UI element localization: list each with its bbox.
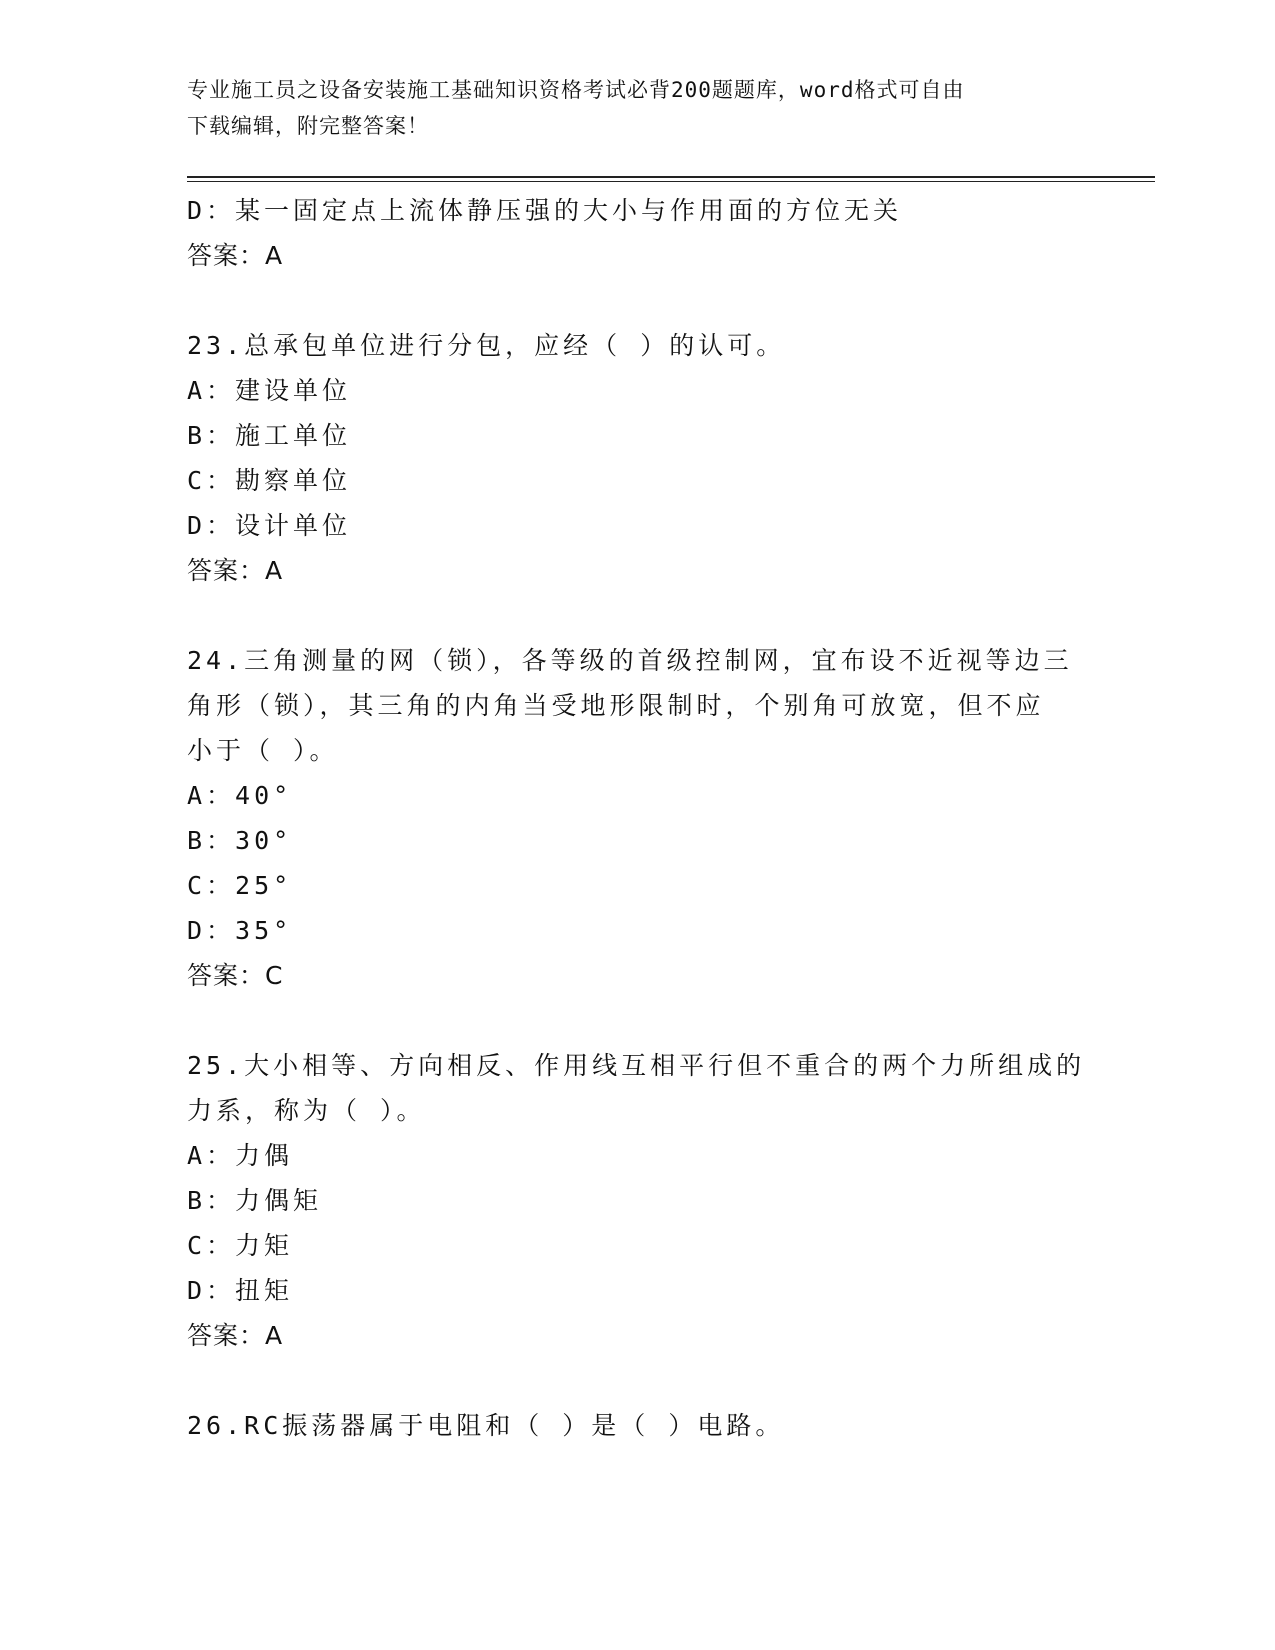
q25-option-c: C：力矩 <box>187 1231 294 1260</box>
q23-stem: 23.总承包单位进行分包，应经（ ）的认可。 <box>187 331 786 360</box>
q25-option-b: B：力偶矩 <box>187 1186 323 1215</box>
header-title-line-1: 专业施工员之设备安装施工基础知识资格考试必背200题题库，word格式可自由 <box>187 78 965 102</box>
q24-stem-line-2: 角形（锁），其三角的内角当受地形限制时，个别角可放宽，但不应 <box>187 691 1045 720</box>
q24-option-a: A：40° <box>187 781 293 810</box>
q26-stem: 26.RC振荡器属于电阻和（ ）是（ ）电路。 <box>187 1411 785 1440</box>
question-content <box>187 188 1087 1448</box>
q25-option-d: D：扭矩 <box>187 1276 294 1305</box>
q23-option-b: B：施工单位 <box>187 421 352 450</box>
q25-stem-line-1: 25.大小相等、方向相反、作用线互相平行但不重合的两个力所组成的 <box>187 1051 1086 1080</box>
prev-answer: 答案：A <box>187 241 284 270</box>
q24-option-c: C：25° <box>187 871 293 900</box>
q25-stem-line-2: 力系，称为（ ）。 <box>187 1096 426 1125</box>
q24-stem-line-3: 小于（ ）。 <box>187 736 339 765</box>
q25-answer: 答案：A <box>187 1321 284 1350</box>
question-25 <box>187 1043 1087 1358</box>
header-divider-thin <box>187 181 1155 182</box>
question-26 <box>187 1403 1087 1448</box>
q23-option-d: D：设计单位 <box>187 511 352 540</box>
previous-question-tail <box>187 188 1087 278</box>
q23-option-a: A：建设单位 <box>187 376 352 405</box>
q24-stem-line-1: 24.三角测量的网（锁），各等级的首级控制网，宜布设不近视等边三 <box>187 646 1073 675</box>
q25-option-a: A：力偶 <box>187 1141 294 1170</box>
document-header <box>187 72 1067 144</box>
question-24 <box>187 638 1087 998</box>
prev-option-d: D：某一固定点上流体静压强的大小与作用面的方位无关 <box>187 196 903 225</box>
q24-option-d: D：35° <box>187 916 293 945</box>
question-23 <box>187 323 1087 593</box>
header-divider-thick <box>187 176 1155 178</box>
header-title-line-2: 下载编辑，附完整答案！ <box>187 114 429 138</box>
q23-answer: 答案：A <box>187 556 284 585</box>
q24-option-b: B：30° <box>187 826 293 855</box>
q23-option-c: C：勘察单位 <box>187 466 352 495</box>
q24-answer: 答案：C <box>187 961 284 990</box>
